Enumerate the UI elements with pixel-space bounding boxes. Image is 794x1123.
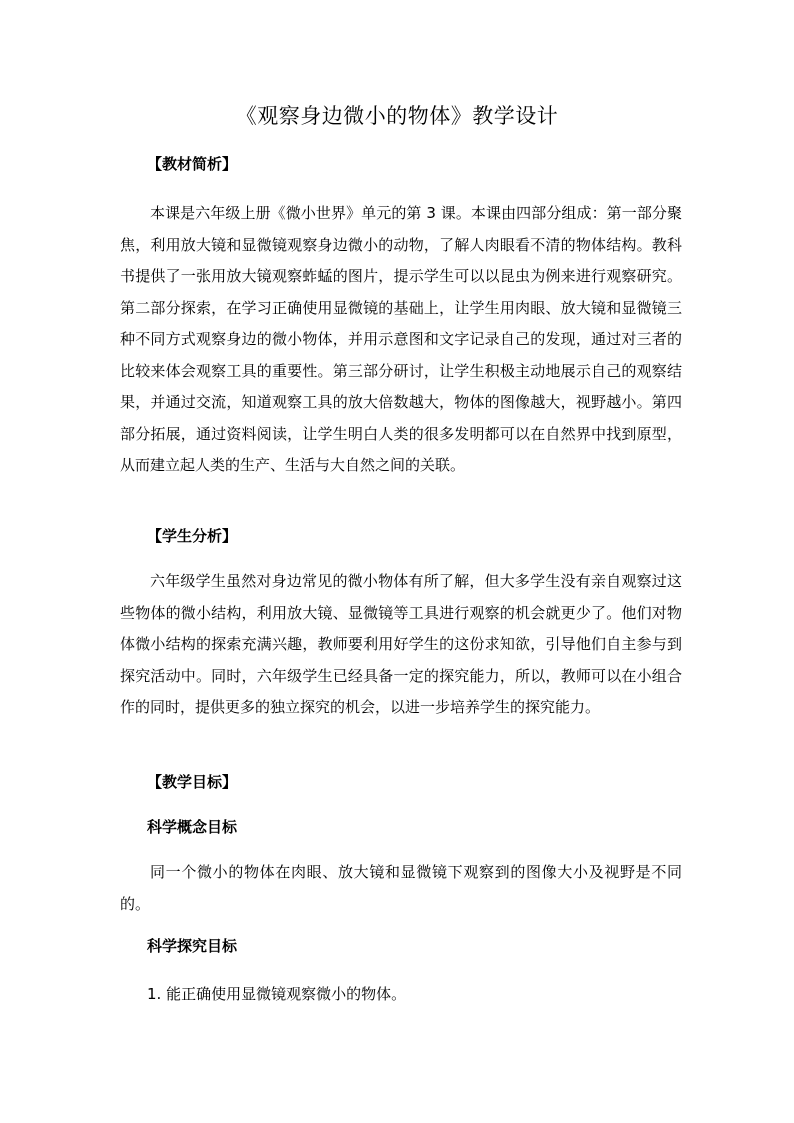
document-title: 《观察身边微小的物体》教学设计 — [235, 104, 559, 128]
list-item: 1. 能正确使用显微镜观察微小的物体。 — [147, 985, 407, 1003]
science-concept-paragraph: 同一个微小的物体在肉眼、放大镜和显微镜下观察到的图像大小及视野是不同的。 — [120, 863, 682, 913]
sub-heading-science-inquiry: 科学探究目标 — [147, 937, 238, 955]
student-analysis-paragraph: 六年级学生虽然对身边常见的微小物体有所了解，但大多学生没有亲自观察过这些物体的微小结构，利用放大镜、显微镜等工具进行观察的机会就更少了。他们对物体微小结构的探索充满兴趣，教师要利用好学生的这份求知欲，引导他们自主参与到探究活动中。同时，六年级学生已经具备一定的探究能力，所以，教师可以在小组合作的同时，提供更多的独立探究的机会，以进一步培养学生的探究能力。 — [120, 572, 682, 716]
section-heading-teaching-goals: 【教学目标】 — [147, 773, 238, 791]
textbook-analysis-paragraph: 本课是六年级上册《微小世界》单元的第 3 课。本课由四部分组成：第一部分聚焦，利用放大镜和显微镜观察身边微小的动物，了解人肉眼看不清的物体结构。教科书提供了一张用放大镜观察蚱蜢的图片，提示学生可以以昆虫为例来进行观察研究。第二部分探索，在学习正确使用显微镜的基础上，让学生用肉眼、放大镜和显微镜三种不同方式观察身边的微小物体，并用示意图和文字记录自己的发现，通过对三者的比较来体会观察工具的重要性。第三部分研讨，让学生积极主动地展示自己的观察结果，并通过交流，知道观察工具的放大倍数越大，物体的图像越大，视野越小。第四部分拓展，通过资料阅读，让学生明白人类的很多发明都可以在自然界中找到原型，从而建立起人类的生产、生活与大自然之间的关联。 — [120, 204, 682, 474]
section-heading-student-analysis: 【学生分析】 — [147, 527, 238, 545]
sub-heading-science-concept: 科学概念目标 — [147, 818, 238, 836]
section-heading-textbook-analysis: 【教材简析】 — [147, 155, 238, 173]
